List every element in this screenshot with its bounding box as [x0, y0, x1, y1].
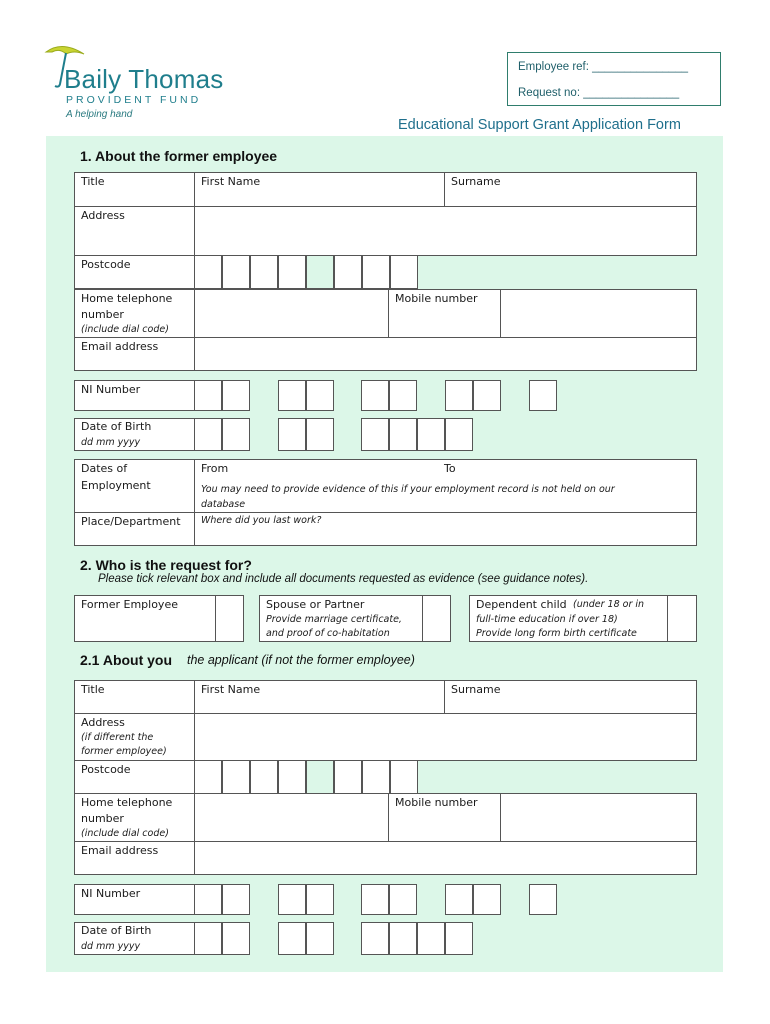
s1-dob-label: Date of Birth	[81, 420, 152, 433]
s1-dob-y4[interactable]	[445, 418, 473, 451]
s21-home-tel-note: (include dial code)	[81, 828, 169, 839]
s21-postcode-gap	[306, 760, 334, 794]
s1-postcode-char-2[interactable]	[222, 255, 250, 289]
s1-ni-char-3[interactable]	[278, 380, 306, 411]
s1-place-label: Place/Department	[81, 515, 181, 528]
s2-former-label: Former Employee	[81, 598, 178, 611]
s1-ni-char-4[interactable]	[306, 380, 334, 411]
s21-postcode-char-5[interactable]	[334, 760, 362, 794]
s1-dob-m1[interactable]	[278, 418, 306, 451]
s21-title-label: Title	[81, 683, 105, 696]
s2-spouse-label: Spouse or Partner	[266, 598, 365, 611]
s1-postcode-gap	[306, 255, 334, 289]
s1-mobile-input[interactable]	[500, 289, 697, 338]
s21-dob-note: dd mm yyyy	[81, 941, 141, 952]
s1-evidence-note-2: database	[201, 499, 246, 510]
s1-mobile-label: Mobile number	[395, 292, 478, 305]
s2-dependent-note-2: Provide long form birth certificate	[476, 628, 637, 639]
form-title: Educational Support Grant Application Form	[398, 117, 681, 133]
s1-ni-char-2[interactable]	[222, 380, 250, 411]
s1-home-tel-label-2: number	[81, 308, 124, 321]
s1-home-tel-note: (include dial code)	[81, 324, 169, 335]
s21-address-note-2: former employee)	[81, 746, 167, 757]
s2-spouse-note-2: and proof of co-habitation	[266, 628, 390, 639]
reference-box	[507, 52, 721, 106]
s1-postcode-char-3[interactable]	[250, 255, 278, 289]
s21-ni-char-2[interactable]	[222, 884, 250, 915]
s21-dob-m2[interactable]	[306, 922, 334, 955]
s1-postcode-char-5[interactable]	[334, 255, 362, 289]
s21-mobile-input[interactable]	[500, 793, 697, 842]
s1-ni-char-8[interactable]	[473, 380, 501, 411]
section1-title: 1. About the former employee	[80, 148, 278, 164]
s21-dob-y4[interactable]	[445, 922, 473, 955]
s21-dob-y3[interactable]	[417, 922, 445, 955]
s1-dates-label-1: Dates of	[81, 462, 128, 475]
s21-email-input[interactable]	[194, 841, 697, 875]
s1-dates-label-2: Employment	[81, 479, 151, 492]
s21-first-name-label: First Name	[201, 683, 261, 696]
s21-ni-char-9[interactable]	[529, 884, 557, 915]
logo-tagline: A helping hand	[66, 109, 133, 120]
s1-first-name-label: First Name	[201, 175, 261, 188]
s21-postcode-char-6[interactable]	[362, 760, 390, 794]
s21-ni-char-4[interactable]	[306, 884, 334, 915]
s1-dob-y1[interactable]	[361, 418, 389, 451]
s21-address-input[interactable]	[194, 713, 697, 761]
s21-postcode-char-4[interactable]	[278, 760, 306, 794]
s2-former-tickbox[interactable]	[215, 595, 244, 642]
s1-address-input[interactable]	[194, 206, 697, 256]
s21-ni-char-6[interactable]	[389, 884, 417, 915]
s21-ni-char-7[interactable]	[445, 884, 473, 915]
s1-address-label: Address	[81, 209, 125, 222]
s21-ni-char-3[interactable]	[278, 884, 306, 915]
s1-ni-char-6[interactable]	[389, 380, 417, 411]
s21-home-tel-label-1: Home telephone	[81, 796, 173, 809]
s21-dob-m1[interactable]	[278, 922, 306, 955]
s21-surname-label: Surname	[451, 683, 501, 696]
s21-postcode-char-7[interactable]	[390, 760, 418, 794]
s1-home-tel-label-1: Home telephone	[81, 292, 173, 305]
s21-address-note-1: (if different the	[81, 732, 154, 743]
section21-title: 2.1 About you	[80, 652, 173, 668]
s2-dependent-note-1: full-time education if over 18)	[476, 614, 618, 625]
s21-postcode-label: Postcode	[81, 763, 131, 776]
s1-ni-label: NI Number	[81, 383, 141, 396]
s1-from-label: From	[201, 462, 229, 475]
s21-address-label: Address	[81, 716, 125, 729]
section2-subtitle: Please tick relevant box and include all documents requested as evidence (see guidance notes).	[98, 573, 589, 585]
s1-to-label: To	[444, 462, 456, 475]
s1-ni-char-1[interactable]	[194, 380, 222, 411]
section21-subtitle: the applicant (if not the former employee)	[187, 653, 415, 667]
logo-subtitle: PROVIDENT FUND	[66, 94, 202, 106]
s1-ni-char-9[interactable]	[529, 380, 557, 411]
s21-postcode-char-2[interactable]	[222, 760, 250, 794]
s2-dependent-tickbox[interactable]	[667, 595, 697, 642]
s21-ni-label: NI Number	[81, 887, 141, 900]
s2-dependent-label: Dependent child	[476, 598, 567, 611]
s21-dob-label: Date of Birth	[81, 924, 152, 937]
s1-evidence-note-1: You may need to provide evidence of this if your employment record is not held on our	[201, 484, 615, 495]
s1-title-label: Title	[81, 175, 105, 188]
s1-dob-note: dd mm yyyy	[81, 437, 141, 448]
s21-ni-char-5[interactable]	[361, 884, 389, 915]
s1-postcode-char-6[interactable]	[362, 255, 390, 289]
s21-dob-d2[interactable]	[222, 922, 250, 955]
s2-spouse-tickbox[interactable]	[422, 595, 451, 642]
s21-dob-y1[interactable]	[361, 922, 389, 955]
s1-dob-y3[interactable]	[417, 418, 445, 451]
s1-dob-d2[interactable]	[222, 418, 250, 451]
employee-ref-field[interactable]: Employee ref: _______________	[518, 61, 689, 73]
s1-dob-y2[interactable]	[389, 418, 417, 451]
s2-dependent-note-a: (under 18 or in	[573, 599, 645, 610]
s21-ni-char-1[interactable]	[194, 884, 222, 915]
request-no-field[interactable]: Request no: _______________	[518, 87, 680, 99]
s1-postcode-label: Postcode	[81, 258, 131, 271]
s1-surname-label: Surname	[451, 175, 501, 188]
s1-postcode-char-4[interactable]	[278, 255, 306, 289]
s21-postcode-char-3[interactable]	[250, 760, 278, 794]
s1-postcode-char-7[interactable]	[390, 255, 418, 289]
s21-postcode-char-1[interactable]	[194, 760, 222, 794]
s21-dob-d1[interactable]	[194, 922, 222, 955]
s1-home-tel-input[interactable]	[194, 289, 389, 338]
s1-postcode-char-1[interactable]	[194, 255, 222, 289]
s2-spouse-note-1: Provide marriage certificate,	[266, 614, 402, 625]
s1-email-input[interactable]	[194, 337, 697, 371]
s21-email-label: Email address	[81, 844, 159, 857]
s1-dob-m2[interactable]	[306, 418, 334, 451]
s21-dob-y2[interactable]	[389, 922, 417, 955]
s1-ni-char-5[interactable]	[361, 380, 389, 411]
s21-home-tel-input[interactable]	[194, 793, 389, 842]
logo-name: Baily Thomas	[64, 64, 224, 94]
section2-title: 2. Who is the request for?	[80, 557, 252, 573]
s1-place-note: Where did you last work?	[201, 515, 322, 526]
s21-ni-char-8[interactable]	[473, 884, 501, 915]
s21-home-tel-label-2: number	[81, 812, 124, 825]
s1-ni-char-7[interactable]	[445, 380, 473, 411]
s1-dob-d1[interactable]	[194, 418, 222, 451]
s1-email-label: Email address	[81, 340, 159, 353]
s21-mobile-label: Mobile number	[395, 796, 478, 809]
